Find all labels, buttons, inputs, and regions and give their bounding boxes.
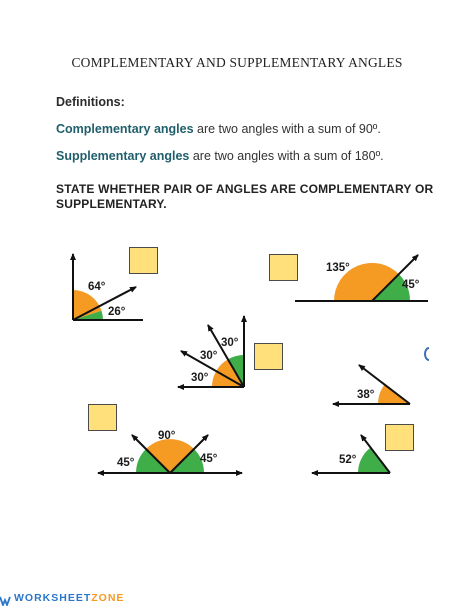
angle-label-30-middle: 30° bbox=[200, 350, 218, 362]
instruction-text: STATE WHETHER PAIR OF ANGLES ARE COMPLEMENTARY OR SUPPLEMENTARY. bbox=[56, 182, 434, 211]
angle-label-64: 64° bbox=[88, 281, 106, 293]
footer-brand bbox=[14, 592, 124, 604]
definition-text: are two angles with a sum of 90º. bbox=[193, 122, 381, 136]
angle-label-30-upper: 30° bbox=[221, 337, 239, 349]
angle-label-135: 135° bbox=[326, 262, 350, 274]
partial-shape-edge bbox=[425, 348, 429, 360]
angle-label-45-left: 45° bbox=[117, 457, 135, 469]
figure-4-angle bbox=[333, 365, 410, 404]
figure-6-angle bbox=[312, 435, 390, 473]
angle-label-30-lower: 30° bbox=[191, 372, 209, 384]
angle-label-90: 90° bbox=[158, 430, 176, 442]
definition-text: are two angles with a sum of 180º. bbox=[189, 149, 384, 163]
figure-3-complementary bbox=[178, 316, 244, 387]
definitions-heading: Definitions: bbox=[56, 95, 125, 109]
angle-label-45: 45° bbox=[402, 279, 420, 291]
term-supplementary: Supplementary angles bbox=[56, 149, 190, 163]
figure-1-complementary bbox=[73, 254, 143, 320]
angle-label-45-right: 45° bbox=[200, 453, 218, 465]
page-title: COMPLEMENTARY AND SUPPLEMENTARY ANGLES bbox=[71, 55, 403, 70]
figure-2-supplementary bbox=[295, 255, 428, 301]
angle-label-38: 38° bbox=[357, 389, 375, 401]
worksheetzone-logo-icon bbox=[0, 596, 14, 606]
angle-label-26: 26° bbox=[108, 306, 126, 318]
footer-brand-accent: ZONE bbox=[91, 592, 125, 604]
term-complementary: Complementary angles bbox=[56, 122, 194, 136]
angle-label-52: 52° bbox=[339, 454, 357, 466]
figure-5-supplementary bbox=[98, 430, 242, 473]
footer-brand-main: WORKSHEET bbox=[14, 592, 92, 604]
